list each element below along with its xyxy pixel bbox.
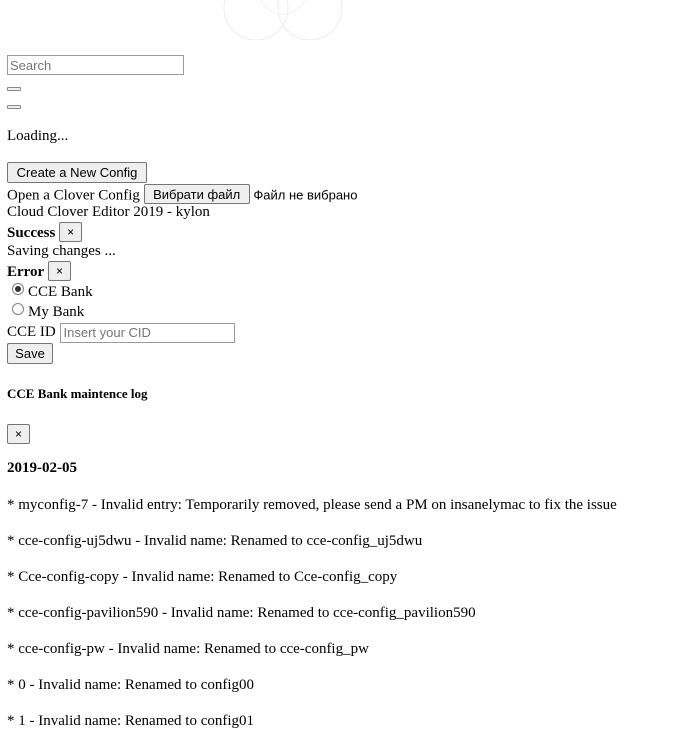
error-title: Error [7, 264, 45, 280]
open-config-row [7, 184, 357, 206]
loading-text: Loading... [7, 128, 69, 144]
open-config-label: Open a Clover Config [7, 187, 140, 204]
choose-file-button[interactable]: Вибрати файл [144, 184, 250, 204]
error-close-button[interactable]: × [48, 261, 71, 281]
error-alert [7, 261, 71, 282]
success-close-button[interactable]: × [59, 222, 82, 242]
clover-logo-decoration [218, 0, 348, 40]
app-credit: Cloud Clover Editor 2019 - kylon [7, 204, 210, 220]
log-entry: * cce-config-uj5dwu - Invalid name: Renamed to cce-config_uj5dwu [7, 533, 423, 549]
success-alert [7, 222, 82, 243]
search-input[interactable] [7, 55, 184, 75]
maintenance-log-title: CCE Bank maintence log [7, 386, 148, 401]
cce-id-row [7, 321, 235, 343]
collapsed-menu-button-1[interactable] [7, 87, 21, 91]
cce-id-input[interactable] [60, 323, 235, 343]
saving-message: Saving changes ... [7, 243, 116, 259]
log-entry: * Cce-config-copy - Invalid name: Renamed to Cce-config_copy [7, 569, 398, 585]
collapsed-menu-button-2[interactable] [7, 105, 21, 109]
log-entry: * 0 - Invalid name: Renamed to config00 [7, 677, 255, 693]
log-entry: * cce-config-pavilion590 - Invalid name: Renamed to cce-config_pavilion590 [7, 605, 476, 621]
log-entry: * cce-config-pw - Invalid name: Renamed to cce-config_pw [7, 641, 369, 657]
create-new-config-button[interactable]: Create a New Config [7, 162, 147, 183]
log-entry: * 1 - Invalid name: Renamed to config01 [7, 713, 255, 729]
cce-bank-radio[interactable] [12, 283, 24, 295]
no-file-chosen-text: Файл не вибрано [253, 187, 358, 203]
my-bank-radio[interactable] [12, 303, 24, 315]
cce-bank-label: CCE Bank [28, 284, 93, 300]
save-button[interactable]: Save [7, 343, 53, 364]
cce-id-label: CCE ID [7, 324, 56, 340]
log-entry: * myconfig-7 - Invalid entry: Temporarily removed, please send a PM on insanelymac to fix the issue [7, 497, 617, 513]
log-close-button[interactable]: × [7, 424, 30, 444]
log-date: 2019-02-05 [7, 460, 77, 476]
bank-option-my[interactable] [7, 303, 84, 321]
my-bank-label: My Bank [28, 304, 85, 320]
success-title: Success [7, 225, 56, 241]
bank-option-cce[interactable] [7, 283, 93, 301]
